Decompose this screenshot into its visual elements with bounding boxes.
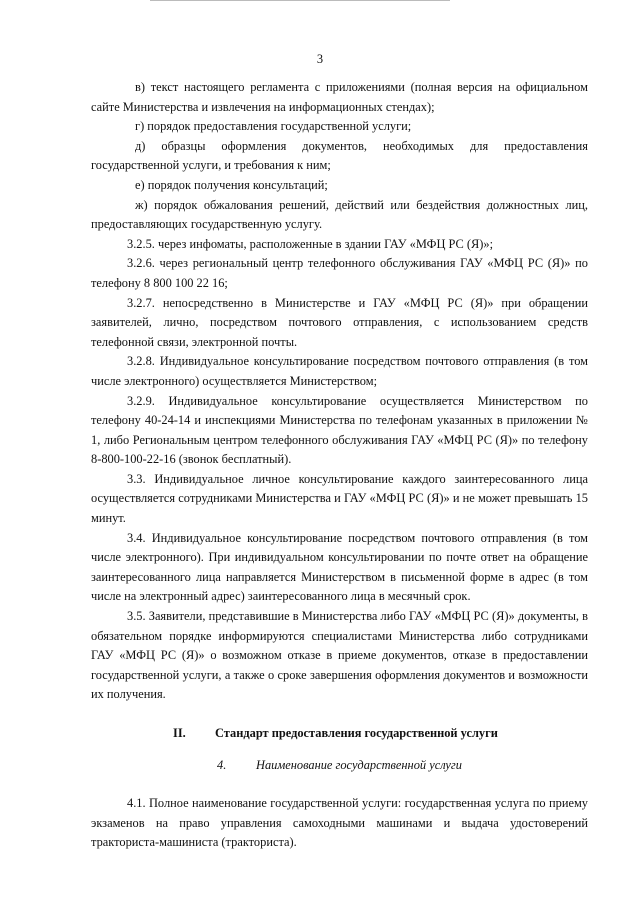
paragraph-g: г) порядок предоставления государственной услуги;	[135, 119, 412, 134]
paragraph-3-2-6: 3.2.6. через региональный центр телефонного обслуживания ГАУ «МФЦ РС (Я)» по телефону 8 800 100 22 16;	[91, 256, 588, 290]
subsection-heading	[91, 756, 588, 776]
section-title: Стандарт предоставления государственной услуги	[215, 726, 498, 740]
paragraph-3-2-9: 3.2.9. Индивидуальное консультирование осуществляется Министерством по телефону 40-24-14 и инспекциями Министерства по телефонам указанных в приложении № 1, либо Региональным центром телефонного обслуживания ГАУ «МФЦ РС (Я)» по телефону 8-800-100-22-16 (звонок бесплатный).	[91, 393, 588, 467]
paragraph-3-5: 3.5. Заявители, представившие в Министерства либо ГАУ «МФЦ РС (Я)» документы, в обязательном порядке информируются специалистами Министерства либо сотрудниками ГАУ «МФЦ РС (Я)» о возможном отказе в приеме документов, отказе в предоставлении государственной услуги, а также о сроке завершения оформления документов и возможности их получения.	[91, 609, 588, 702]
subsection-title: Наименование государственной услуги	[256, 758, 462, 772]
paragraph-3-2-8: 3.2.8. Индивидуальное консультирование посредством почтового отправления (в том числе электронного) осуществляется Министерством;	[91, 354, 588, 388]
section-number: II.	[173, 726, 186, 740]
paragraph-v: в) текст настоящего регламента с приложениями (полная версия на официальном сайте Министерства и извлечения на информационных стендах);	[91, 80, 588, 114]
paragraph-4-1: 4.1. Полное наименование государственной услуги: государственная услуга по приему экзаменов на право управления самоходными машинами и выдача удостоверений тракториста-машиниста (тракториста).	[91, 796, 588, 850]
paragraph-e: е) порядок получения консультаций;	[135, 177, 328, 192]
paragraph-3-3: 3.3. Индивидуальное личное консультирование каждого заинтересованного лица осуществляется сотрудниками Министерства и ГАУ «МФЦ РС (Я)» и не может превышать 15 минут.	[91, 471, 588, 526]
paragraph-3-2-7: 3.2.7. непосредственно в Министерстве и ГАУ «МФЦ РС (Я)» при обращении заявителей, лично, посредством почтового отправления, с использованием средств телефонной связи, электронной почты.	[91, 295, 588, 349]
scan-top-edge	[150, 0, 450, 3]
paragraph-3-2-5: 3.2.5. через инфоматы, расположенные в здании ГАУ «МФЦ РС (Я)»;	[127, 236, 494, 251]
page-number: 3	[316, 52, 324, 66]
paragraph-d: д) образцы оформления документов, необходимых для предоставления государственной услуги, и требования к ним;	[91, 138, 588, 173]
paragraph-3-4: 3.4. Индивидуальное консультирование посредством почтового отправления (в том числе электронного). При индивидуальном консультировании по почте ответ на обращение заинтересованного лица направляется Министерством в письменной форме в адрес (в том числе на электронный адрес) заинтересованного лица в месячный срок.	[91, 530, 588, 604]
document-body	[91, 78, 588, 853]
subsection-number: 4.	[217, 758, 227, 772]
section-heading	[91, 724, 588, 744]
paragraph-zh: ж) порядок обжалования решений, действий или бездействия должностных лиц, предоставляющих государственную услугу.	[91, 197, 588, 232]
